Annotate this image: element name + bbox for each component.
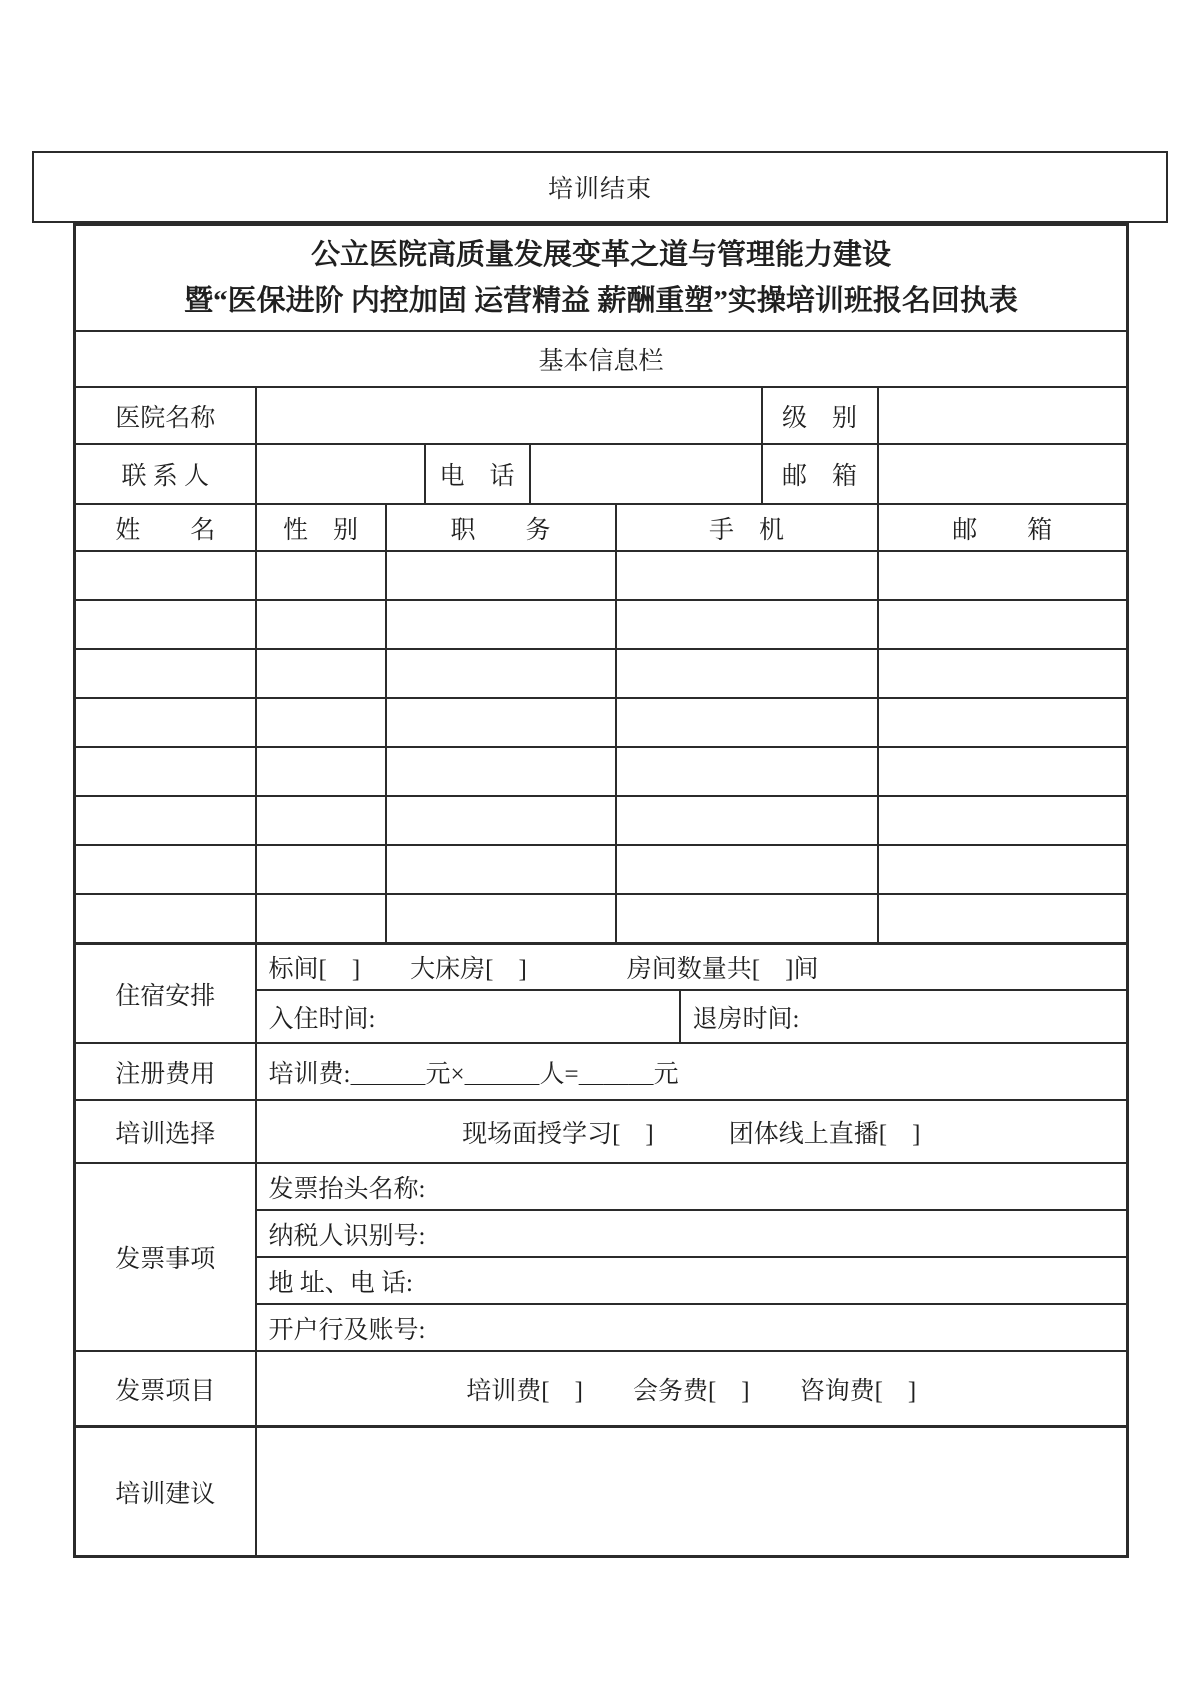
attendee-gender-cell[interactable] (256, 600, 386, 649)
section-header-row (75, 331, 1128, 387)
attendee-gender-cell[interactable] (256, 698, 386, 747)
attendee-mobile-cell[interactable] (616, 600, 878, 649)
attendee-mobile-cell[interactable] (616, 894, 878, 944)
col-position-header: 职 务 (386, 504, 616, 551)
invoice-address-cell[interactable]: 地 址、电 话: (256, 1257, 1128, 1304)
registration-fee-label: 注册费用 (75, 1043, 256, 1100)
attendee-position-cell[interactable] (386, 600, 616, 649)
registration-form-table (73, 223, 1129, 1558)
hospital-row (75, 387, 1128, 444)
phone-label: 电 话 (425, 444, 530, 504)
attendee-position-cell[interactable] (386, 747, 616, 796)
col-gender-header: 性 别 (256, 504, 386, 551)
accommodation-row (75, 944, 1128, 991)
attendee-name-cell[interactable] (75, 649, 256, 698)
form-title-line1: 公立医院高质量发展变革之道与管理能力建设 (311, 239, 892, 271)
form-title-row (75, 225, 1128, 332)
attendee-email-cell[interactable] (878, 747, 1128, 796)
attendee-name-cell[interactable] (75, 894, 256, 944)
attendee-position-cell[interactable] (386, 845, 616, 894)
form-title (75, 225, 1128, 332)
training-end-banner (32, 151, 1168, 223)
invoice-items-row (75, 1351, 1128, 1427)
attendee-gender-cell[interactable] (256, 551, 386, 600)
suggestion-label: 培训建议 (75, 1427, 256, 1557)
attendee-row (75, 747, 1128, 796)
attendee-email-cell[interactable] (878, 649, 1128, 698)
accommodation-label: 住宿安排 (75, 944, 256, 1044)
level-input-cell[interactable] (878, 387, 1128, 444)
attendee-mobile-cell[interactable] (616, 551, 878, 600)
attendee-mobile-cell[interactable] (616, 649, 878, 698)
attendee-row (75, 600, 1128, 649)
attendee-email-cell[interactable] (878, 845, 1128, 894)
col-name-header: 姓 名 (75, 504, 256, 551)
invoice-items-label: 发票项目 (75, 1351, 256, 1427)
invoice-label: 发票事项 (75, 1163, 256, 1351)
registration-fee-row (75, 1043, 1128, 1100)
attendee-row (75, 698, 1128, 747)
attendee-mobile-cell[interactable] (616, 796, 878, 845)
attendee-name-cell[interactable] (75, 796, 256, 845)
invoice-taxid-cell[interactable]: 纳税人识别号: (256, 1210, 1128, 1257)
phone-input-cell[interactable] (530, 444, 762, 504)
attendee-row (75, 796, 1128, 845)
level-label: 级 别 (762, 387, 878, 444)
attendee-position-cell[interactable] (386, 796, 616, 845)
attendee-email-cell[interactable] (878, 600, 1128, 649)
attendee-position-cell[interactable] (386, 698, 616, 747)
attendee-mobile-cell[interactable] (616, 698, 878, 747)
attendee-mobile-cell[interactable] (616, 747, 878, 796)
attendee-email-cell[interactable] (878, 796, 1128, 845)
section-header: 基本信息栏 (75, 331, 1128, 387)
contact-row (75, 444, 1128, 504)
attendee-gender-cell[interactable] (256, 894, 386, 944)
attendee-header-row (75, 504, 1128, 551)
invoice-title-cell[interactable]: 发票抬头名称: (256, 1163, 1128, 1210)
attendee-mobile-cell[interactable] (616, 845, 878, 894)
col-mobile-header: 手 机 (616, 504, 878, 551)
col-email-header: 邮 箱 (878, 504, 1128, 551)
attendee-position-cell[interactable] (386, 649, 616, 698)
attendee-gender-cell[interactable] (256, 796, 386, 845)
attendee-row (75, 845, 1128, 894)
attendee-row (75, 551, 1128, 600)
email-input-cell[interactable] (878, 444, 1128, 504)
attendee-name-cell[interactable] (75, 551, 256, 600)
room-options-cell[interactable]: 标间[ ] 大床房[ ] 房间数量共[ ]间 (256, 944, 1128, 991)
attendee-gender-cell[interactable] (256, 845, 386, 894)
attendee-position-cell[interactable] (386, 894, 616, 944)
training-choice-options-cell[interactable]: 现场面授学习[ ] 团体线上直播[ ] (256, 1100, 1128, 1163)
attendee-name-cell[interactable] (75, 698, 256, 747)
fee-formula-cell[interactable]: 培训费:＿＿＿元×＿＿＿人=＿＿＿元 (256, 1043, 1128, 1100)
suggestion-row (75, 1427, 1128, 1557)
invoice-row (75, 1163, 1128, 1210)
attendee-email-cell[interactable] (878, 551, 1128, 600)
attendee-position-cell[interactable] (386, 551, 616, 600)
attendee-name-cell[interactable] (75, 747, 256, 796)
attendee-row (75, 649, 1128, 698)
training-choice-row (75, 1100, 1128, 1163)
attendee-email-cell[interactable] (878, 894, 1128, 944)
hospital-name-input-cell[interactable] (256, 387, 762, 444)
hospital-name-label: 医院名称 (75, 387, 256, 444)
invoice-bank-cell[interactable]: 开户行及账号: (256, 1304, 1128, 1351)
attendee-gender-cell[interactable] (256, 747, 386, 796)
attendee-email-cell[interactable] (878, 698, 1128, 747)
contact-label: 联 系 人 (75, 444, 256, 504)
suggestion-input-cell[interactable] (256, 1427, 1128, 1557)
training-choice-label: 培训选择 (75, 1100, 256, 1163)
check-out-cell[interactable]: 退房时间: (680, 990, 1128, 1043)
invoice-items-options-cell[interactable]: 培训费[ ] 会务费[ ] 咨询费[ ] (256, 1351, 1128, 1427)
form-title-line2: 暨“医保进阶 内控加固 运营精益 薪酬重塑”实操培训班报名回执表 (184, 285, 1018, 317)
attendee-name-cell[interactable] (75, 845, 256, 894)
attendee-gender-cell[interactable] (256, 649, 386, 698)
email-label: 邮 箱 (762, 444, 878, 504)
training-end-banner-text: 培训结束 (547, 176, 652, 203)
attendee-name-cell[interactable] (75, 600, 256, 649)
contact-input-cell[interactable] (256, 444, 425, 504)
check-in-cell[interactable]: 入住时间: (256, 990, 680, 1043)
attendee-row (75, 894, 1128, 944)
